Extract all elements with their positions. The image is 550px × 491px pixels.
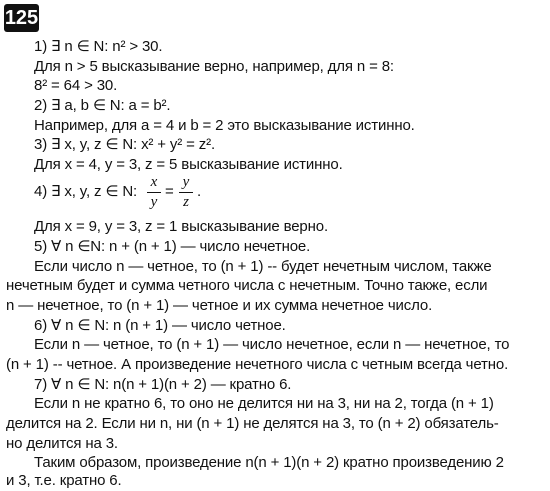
line-3: 8² = 64 > 30.	[34, 77, 118, 94]
line-9: Для x = 9, y = 3, z = 1 высказывание верно.	[34, 218, 328, 235]
fraction-right-numerator: y	[182, 174, 190, 190]
fraction-left-numerator: x	[150, 174, 158, 190]
line-13: n — нечетное, то (n + 1) — четное и их сумма нечетное число.	[6, 297, 433, 314]
line-17: 7) ∀ n ∈ N: n(n + 1)(n + 2) — кратно 6.	[34, 376, 292, 393]
line-14: 6) ∀ n ∈ N: n (n + 1) — число четное.	[34, 317, 286, 334]
line-1: 1) ∃ n ∈ N: n² > 30.	[34, 38, 163, 55]
line-7: Для x = 4, y = 3, z = 5 высказывание истинно.	[34, 156, 343, 173]
line-20: но делится на 3.	[6, 435, 118, 452]
line-15: Если n — четное, то (n + 1) — число нечетное, если n — нечетное, то	[34, 336, 510, 353]
fraction-right-denominator: z	[183, 194, 189, 210]
line-19: делится на 2. Если ни n, ни (n + 1) не делятся на 3, то (n + 2) обязатель-	[6, 415, 499, 432]
fraction-equals: =	[165, 183, 174, 200]
line-18: Если n не кратно 6, то оно не делится ни на 3, ни на 2, тогда (n + 1)	[34, 395, 494, 412]
problem-number-badge: 125	[4, 4, 39, 32]
line-6: 3) ∃ x, y, z ∈ N: x² + y² = z².	[34, 136, 215, 153]
line-8: 4) ∃ x, y, z ∈ N:	[34, 183, 138, 200]
fraction-right-bar	[179, 192, 193, 193]
fraction-left-bar	[147, 192, 161, 193]
line-10: 5) ∀ n ∈N: n + (n + 1) — число нечетное.	[34, 238, 311, 255]
fraction-period: .	[197, 183, 202, 200]
line-4: 2) ∃ a, b ∈ N: a = b².	[34, 97, 171, 114]
line-16: (n + 1) -- четное. А произведение нечетного числа с четным всегда четно.	[6, 356, 509, 373]
line-11: Если число n — четное, то (n + 1) -- будет нечетным числом, также	[34, 258, 492, 275]
fraction-left-denominator: y	[150, 194, 158, 210]
line-21: Таким образом, произведение n(n + 1)(n + 2) кратно произведению 2	[34, 454, 504, 471]
line-12: нечетным будет и сумма четного числа с нечетным. Точно также, если	[6, 277, 488, 294]
line-22: и 3, т.е. кратно 6.	[6, 472, 122, 489]
line-2: Для n > 5 высказывание верно, например, для n = 8:	[34, 58, 394, 75]
line-5: Например, для a = 4 и b = 2 это высказывание истинно.	[34, 117, 415, 134]
